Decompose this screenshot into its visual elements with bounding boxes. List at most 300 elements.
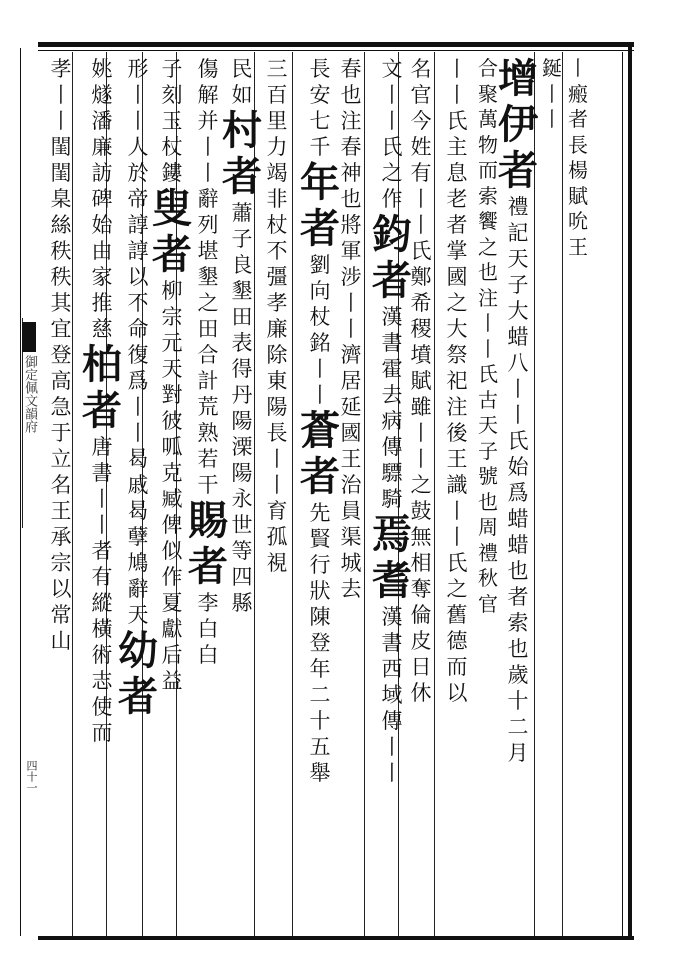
- text-char: 丨: [446, 83, 468, 107]
- text-char: 國: [446, 265, 468, 289]
- text-char: 濟: [340, 343, 362, 367]
- text-char: 不: [266, 239, 288, 263]
- text-char: 陳: [309, 605, 331, 629]
- text-char: 丨: [127, 109, 149, 133]
- text-char: 陽: [266, 395, 288, 419]
- text-char: 舊: [446, 603, 468, 627]
- text-char: 丨: [197, 161, 219, 185]
- text-char: 月: [507, 741, 529, 765]
- headword-char: 者: [372, 257, 412, 304]
- text-char: 使: [91, 695, 113, 719]
- text-char: 賦: [568, 183, 588, 208]
- top-border-thin-rule: [38, 50, 634, 51]
- text-char: 書: [381, 631, 403, 655]
- text-char: 記: [507, 221, 529, 245]
- text-char: 丨: [568, 56, 588, 80]
- text-char: 有: [91, 565, 113, 589]
- text-char: 合: [478, 56, 498, 80]
- text-char: 白: [197, 643, 219, 667]
- text-char: 慈: [91, 317, 113, 341]
- text-char: 民: [231, 57, 253, 81]
- text-char: 立: [50, 447, 72, 471]
- text-column-10: [264, 56, 290, 576]
- text-char: 俾: [161, 513, 183, 537]
- text-char: 形: [127, 57, 149, 81]
- text-char: 蜡: [507, 325, 529, 349]
- text-char: 以: [50, 577, 72, 601]
- text-char: 而: [91, 721, 113, 745]
- text-char: 除: [266, 343, 288, 367]
- text-char: 掌: [446, 239, 468, 263]
- text-column-16: [48, 56, 74, 654]
- text-char: 山: [50, 629, 72, 653]
- text-char: 注: [446, 395, 468, 419]
- text-char: 氏: [446, 551, 468, 575]
- text-char: 丨: [507, 377, 529, 401]
- text-char: 者: [507, 585, 529, 609]
- text-char: 辭: [127, 577, 149, 601]
- text-char: 四: [231, 565, 253, 589]
- text-char: 之: [197, 291, 219, 315]
- text-char: 丨: [266, 473, 288, 497]
- text-char: 丨: [91, 513, 113, 537]
- text-char: 氏: [410, 239, 432, 263]
- text-char: 子: [507, 273, 529, 297]
- text-char: 七: [309, 109, 331, 133]
- text-char: 丨: [309, 383, 331, 407]
- text-char: 丨: [127, 395, 149, 419]
- text-char: 百: [266, 83, 288, 107]
- text-char: 燧: [91, 83, 113, 107]
- text-char: 春: [340, 57, 362, 81]
- text-char: 氏: [446, 109, 468, 133]
- text-char: 者: [568, 107, 588, 131]
- headword-char: 伊: [498, 101, 538, 148]
- text-char: 也: [340, 187, 362, 211]
- text-char: 宗: [50, 551, 72, 575]
- text-char: 克: [161, 461, 183, 485]
- text-char: 干: [197, 473, 219, 497]
- text-char: 吮: [568, 209, 588, 233]
- text-char: 去: [340, 577, 362, 601]
- text-char: 丨: [127, 83, 149, 107]
- text-char: 舉: [309, 761, 331, 785]
- bottom-border-rule: [38, 936, 634, 940]
- text-char: 賦: [410, 369, 432, 393]
- text-char: 漢: [381, 605, 403, 629]
- text-char: 登: [309, 631, 331, 655]
- text-char: 無: [410, 525, 432, 549]
- text-char: 夏: [161, 591, 183, 615]
- text-char: 丨: [542, 81, 562, 106]
- text-char: 長: [266, 421, 288, 445]
- text-char: 丨: [446, 499, 468, 523]
- text-column-13: [152, 56, 192, 694]
- text-char: 列: [197, 213, 219, 237]
- text-char: 之: [410, 473, 432, 497]
- text-char: 丨: [446, 57, 468, 81]
- text-char: 祀: [446, 369, 468, 393]
- text-char: 涉: [340, 265, 362, 289]
- text-char: 秋: [478, 566, 498, 590]
- text-char: 推: [91, 291, 113, 315]
- text-char: 辭: [197, 187, 219, 211]
- text-char: 竭: [266, 161, 288, 185]
- headword-char: 村: [222, 107, 262, 154]
- text-char: 始: [91, 213, 113, 237]
- text-char: 作: [161, 565, 183, 589]
- text-char: 合: [197, 343, 219, 367]
- text-char: 熟: [197, 421, 219, 445]
- text-char: 由: [91, 239, 113, 263]
- text-column-12: [188, 56, 228, 668]
- text-char: 丨: [340, 317, 362, 341]
- text-char: 天: [127, 603, 149, 627]
- headword-char: 者: [188, 543, 228, 590]
- text-char: 祭: [446, 343, 468, 367]
- text-char: 治: [340, 473, 362, 497]
- text-char: 瘢: [568, 81, 588, 106]
- text-char: 丨: [197, 135, 219, 159]
- text-char: 之: [446, 291, 468, 315]
- text-char: 居: [340, 369, 362, 393]
- text-char: 世: [231, 513, 253, 537]
- text-char: 陽: [231, 409, 253, 433]
- text-char: 以: [446, 681, 468, 705]
- text-char: 十: [309, 709, 331, 733]
- text-char: 鋋: [542, 56, 562, 80]
- text-char: 稷: [410, 317, 432, 341]
- text-char: 注: [478, 285, 498, 310]
- text-char: 城: [340, 551, 362, 575]
- text-char: 墳: [410, 343, 432, 367]
- headword-char: 耆: [372, 557, 412, 604]
- text-char: 廉: [91, 135, 113, 159]
- headword-char: 增: [498, 55, 538, 102]
- right-inner-rule: [622, 52, 623, 936]
- text-char: 皮: [410, 629, 432, 653]
- margin-black-tab: [22, 322, 36, 352]
- text-char: 姚: [91, 57, 113, 81]
- text-char: 不: [127, 291, 149, 315]
- text-char: 域: [381, 683, 403, 707]
- text-char: 先: [309, 501, 331, 525]
- text-column-2: [540, 56, 564, 133]
- text-char: 白: [197, 617, 219, 641]
- text-char: 傳: [381, 709, 403, 733]
- text-char: 表: [231, 331, 253, 355]
- text-char: 墾: [197, 265, 219, 289]
- text-char: 索: [507, 611, 529, 635]
- text-char: 急: [50, 395, 72, 419]
- left-margin-rule: [20, 48, 21, 936]
- text-char: 也: [507, 559, 529, 583]
- text-char: 病: [381, 409, 403, 433]
- text-char: 之: [446, 577, 468, 601]
- text-char: 丨: [309, 357, 331, 381]
- text-char: 名: [410, 57, 432, 81]
- text-column-11: [222, 56, 262, 616]
- page-number: 四十一: [25, 760, 38, 793]
- column-divider: [562, 52, 563, 936]
- text-char: 于: [50, 421, 72, 445]
- text-char: 八: [507, 351, 529, 375]
- text-char: 也: [507, 637, 529, 661]
- text-char: 天: [161, 357, 183, 381]
- text-char: 子: [478, 438, 498, 463]
- text-char: 氏: [478, 362, 498, 386]
- headword-char: 賜: [188, 497, 228, 544]
- text-char: 孝: [266, 291, 288, 315]
- text-char: 丨: [340, 291, 362, 315]
- text-char: 向: [309, 279, 331, 303]
- text-char: 里: [266, 109, 288, 133]
- text-char: 丨: [381, 109, 403, 133]
- headword-char: 焉: [372, 511, 412, 558]
- text-char: 如: [231, 83, 253, 107]
- text-char: 王: [568, 234, 588, 259]
- text-char: 而: [446, 655, 468, 679]
- headword-char: 者: [300, 453, 340, 500]
- text-char: 解: [197, 83, 219, 107]
- text-char: 丨: [410, 421, 432, 445]
- text-char: 復: [127, 343, 149, 367]
- text-char: 主: [446, 135, 468, 159]
- text-char: 霍: [381, 357, 403, 381]
- text-char: 陽: [231, 461, 253, 485]
- text-char: 注: [340, 109, 362, 133]
- text-char: 今: [410, 109, 432, 133]
- text-char: 將: [340, 213, 362, 237]
- text-char: 二: [507, 715, 529, 739]
- column-divider: [292, 52, 293, 936]
- text-char: 孽: [127, 525, 149, 549]
- text-char: 傷: [197, 57, 219, 81]
- text-char: 丨: [266, 447, 288, 471]
- text-char: 於: [127, 161, 149, 185]
- text-char: 育: [266, 499, 288, 523]
- text-char: 希: [410, 291, 432, 315]
- text-char: 并: [197, 109, 219, 133]
- text-char: 劉: [309, 253, 331, 277]
- text-char: 諄: [127, 239, 149, 263]
- text-char: 丨: [50, 83, 72, 107]
- text-char: 良: [231, 253, 253, 277]
- text-char: 丨: [446, 525, 468, 549]
- text-char: 丨: [410, 447, 432, 471]
- text-char: 李: [197, 591, 219, 615]
- text-char: 潘: [91, 109, 113, 133]
- text-char: 也: [478, 489, 498, 514]
- text-char: 蜡: [507, 507, 529, 531]
- text-char: 雖: [410, 395, 432, 419]
- text-char: 軍: [340, 239, 362, 263]
- text-char: 非: [266, 187, 288, 211]
- text-char: 登: [50, 343, 72, 367]
- text-char: 國: [340, 421, 362, 445]
- text-char: 三: [266, 57, 288, 81]
- text-char: 書: [381, 331, 403, 355]
- text-char: 杖: [266, 213, 288, 237]
- text-char: 臧: [161, 487, 183, 511]
- text-char: 命: [127, 317, 149, 341]
- column-divider: [434, 52, 435, 936]
- text-char: 延: [340, 395, 362, 419]
- text-char: 十: [507, 689, 529, 713]
- text-char: 爲: [507, 481, 529, 505]
- text-char: 丨: [50, 109, 72, 133]
- text-char: 西: [381, 657, 403, 681]
- text-char: 若: [197, 447, 219, 471]
- text-char: 傳: [381, 435, 403, 459]
- text-char: 官: [478, 591, 498, 616]
- text-char: 氏: [507, 429, 529, 453]
- text-char: 鳩: [127, 551, 149, 575]
- text-char: 丨: [381, 761, 403, 785]
- text-char: 田: [197, 317, 219, 341]
- text-char: 人: [127, 135, 149, 159]
- text-char: 永: [231, 487, 253, 511]
- text-char: 王: [340, 447, 362, 471]
- text-char: 歲: [507, 663, 529, 687]
- text-char: 碑: [91, 187, 113, 211]
- text-char: 官: [410, 83, 432, 107]
- text-char: 玉: [161, 109, 183, 133]
- text-char: 堪: [197, 239, 219, 263]
- text-char: 作: [381, 187, 403, 211]
- text-char: 宜: [50, 317, 72, 341]
- text-char: 橫: [91, 617, 113, 641]
- text-char: 其: [50, 291, 72, 315]
- headword-char: 者: [498, 147, 538, 194]
- text-char: 志: [91, 669, 113, 693]
- text-char: 東: [266, 369, 288, 393]
- text-char: 天: [478, 413, 498, 437]
- text-char: 訪: [91, 161, 113, 185]
- text-char: 曷: [127, 447, 149, 471]
- text-char: 索: [478, 183, 498, 208]
- text-char: 益: [161, 669, 183, 693]
- text-char: 蜡: [507, 533, 529, 557]
- text-char: 田: [231, 305, 253, 329]
- text-char: 彼: [161, 409, 183, 433]
- text-char: 驃: [381, 461, 403, 485]
- text-char: 千: [309, 135, 331, 159]
- text-char: 之: [478, 234, 498, 259]
- text-char: 宗: [161, 305, 183, 329]
- text-char: 絲: [50, 213, 72, 237]
- text-char: 對: [161, 383, 183, 407]
- headword-char: 蒼: [300, 407, 340, 454]
- text-char: 天: [507, 247, 529, 271]
- text-char: 行: [309, 553, 331, 577]
- text-char: 者: [91, 539, 113, 563]
- text-column-9: [300, 56, 340, 786]
- headword-char: 鈞: [372, 211, 412, 258]
- text-char: 以: [127, 265, 149, 289]
- text-char: 息: [446, 161, 468, 185]
- text-char: 縱: [91, 591, 113, 615]
- text-char: 秩: [50, 239, 72, 263]
- text-char: 爲: [127, 369, 149, 393]
- headword-char: 柏: [82, 341, 122, 388]
- text-char: 墾: [231, 279, 253, 303]
- text-char: 倫: [410, 603, 432, 627]
- text-char: 狀: [309, 579, 331, 603]
- text-char: 閨: [50, 135, 72, 159]
- text-char: 等: [231, 539, 253, 563]
- text-char: 之: [381, 161, 403, 185]
- text-char: 大: [446, 317, 468, 341]
- text-char: 力: [266, 135, 288, 159]
- text-column-7: [372, 56, 412, 786]
- text-char: 也: [340, 83, 362, 107]
- text-char: 王: [50, 499, 72, 523]
- text-column-1: [566, 56, 590, 260]
- text-char: 諄: [127, 213, 149, 237]
- column-divider: [364, 52, 365, 936]
- text-char: 禮: [478, 540, 498, 565]
- text-char: 也: [478, 260, 498, 284]
- text-char: 禮: [507, 195, 529, 219]
- headword-char: 者: [222, 153, 262, 200]
- text-char: 聚: [478, 81, 498, 106]
- headword-char: 年: [300, 159, 340, 206]
- text-char: 楊: [568, 158, 588, 182]
- text-char: 去: [381, 383, 403, 407]
- text-char: 萬: [478, 107, 498, 131]
- text-column-15: [82, 56, 122, 746]
- text-char: 名: [50, 473, 72, 497]
- text-char: 文: [381, 57, 403, 81]
- text-char: 獻: [161, 617, 183, 641]
- text-char: 丨: [381, 735, 403, 759]
- text-char: 秩: [50, 265, 72, 289]
- text-char: 騎: [381, 487, 403, 511]
- text-char: 唐: [91, 435, 113, 459]
- text-char: 閨: [50, 161, 72, 185]
- text-char: 者: [446, 213, 468, 237]
- text-char: 臬: [50, 187, 72, 211]
- headword-char: 者: [152, 231, 192, 278]
- text-char: 計: [197, 369, 219, 393]
- text-char: 王: [446, 447, 468, 471]
- text-char: 書: [91, 461, 113, 485]
- text-char: 廉: [266, 317, 288, 341]
- text-char: 鏤: [161, 161, 183, 185]
- text-char: 後: [446, 421, 468, 445]
- text-char: 后: [161, 643, 183, 667]
- text-char: 饗: [478, 209, 498, 233]
- text-char: 丨: [410, 187, 432, 211]
- text-char: 丨: [91, 487, 113, 511]
- text-char: 縣: [231, 591, 253, 615]
- text-char: 大: [507, 299, 529, 323]
- text-char: 家: [91, 265, 113, 289]
- text-char: 丨: [381, 83, 403, 107]
- headword-char: 者: [118, 673, 158, 720]
- text-char: 柳: [161, 279, 183, 303]
- text-char: 周: [478, 515, 498, 539]
- text-char: 二: [309, 683, 331, 707]
- text-column-3: [498, 56, 538, 766]
- text-char: 姓: [410, 135, 432, 159]
- text-char: 術: [91, 643, 113, 667]
- text-char: 而: [478, 158, 498, 182]
- text-char: 丨: [410, 213, 432, 237]
- text-char: 荒: [197, 395, 219, 419]
- text-char: 呱: [161, 435, 183, 459]
